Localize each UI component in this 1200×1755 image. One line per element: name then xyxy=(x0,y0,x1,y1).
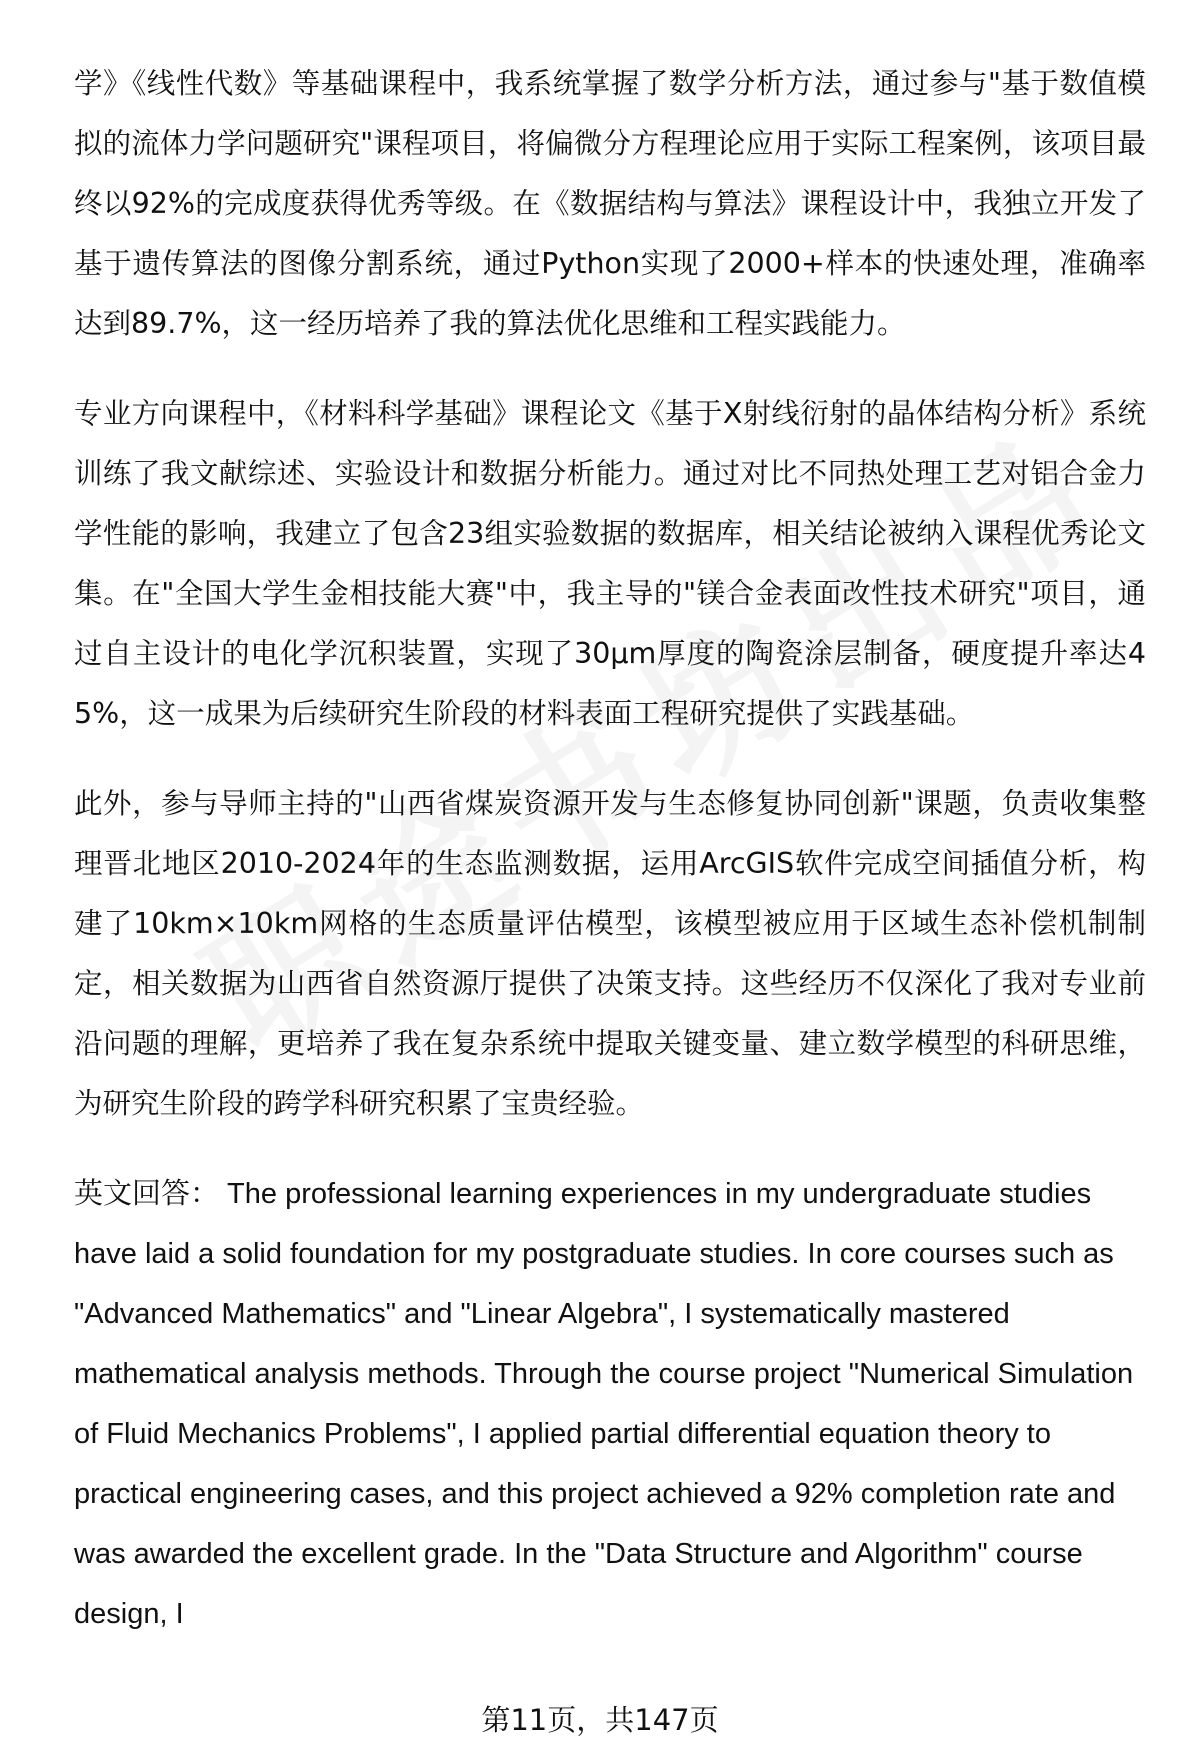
paragraph-research-project: 此外，参与导师主持的"山西省煤炭资源开发与生态修复协同创新"课题，负责收集整理晋北地区2010-2024年的生态监测数据，运用ArcGIS软件完成空间插值分析，构建了10km×10km网格的生态质量评估模型，该模型被应用于区域生态补偿机制制定，相关数据为山西省自然资源厅提供了决策支持。这些经历不仅深化了我对专业前沿问题的理解，更培养了我在复杂系统中提取关键变量、建立数学模型的科研思维，为研究生阶段的跨学科研究积累了宝贵经验。 xyxy=(74,787,1146,1120)
paragraph-undergrad-basics: 学》《线性代数》等基础课程中，我系统掌握了数学分析方法，通过参与"基于数值模拟的流体力学问题研究"课程项目，将偏微分方程理论应用于实际工程案例，该项目最终以92%的完成度获得优秀等级。在《数据结构与算法》课程设计中，我独立开发了基于遗传算法的图像分割系统，通过Python实现了2000+样本的快速处理，准确率达到89.7%，这一经历培养了我的算法优化思维和工程实践能力。 xyxy=(74,67,1146,340)
paragraph-major-courses: 专业方向课程中，《材料科学基础》课程论文《基于X射线衍射的晶体结构分析》系统训练了我文献综述、实验设计和数据分析能力。通过对比不同热处理工艺对铝合金力学性能的影响，我建立了包含23组实验数据的数据库，相关结论被纳入课程优秀论文集。在"全国大学生金相技能大赛"中，我主导的"镁合金表面改性技术研究"项目，通过自主设计的电化学沉积装置，实现了30μm厚度的陶瓷涂层制备，硬度提升率达45%，这一成果为后续研究生阶段的材料表面工程研究提供了实践基础。 xyxy=(74,397,1146,730)
document-body xyxy=(74,54,1146,1644)
page-number-footer: 第11页，共147页 xyxy=(481,1703,719,1737)
paragraph-english-answer: 英文回答： The professional learning experiences in my undergraduate studies have laid a solid foundation for my postgraduate studies. In core courses such as "Advanced Mathematics" and "Linear Algebra", I systematically mastered mathematical analysis methods. Through the course project "Numerical Simulation of Fluid Mechanics Problems", I applied partial differential equation theory to practical engineering cases, and this project achieved a 92% completion rate and was awarded the excellent grade. In the "Data Structure and Algorithm" course design, I xyxy=(74,1178,1134,1630)
